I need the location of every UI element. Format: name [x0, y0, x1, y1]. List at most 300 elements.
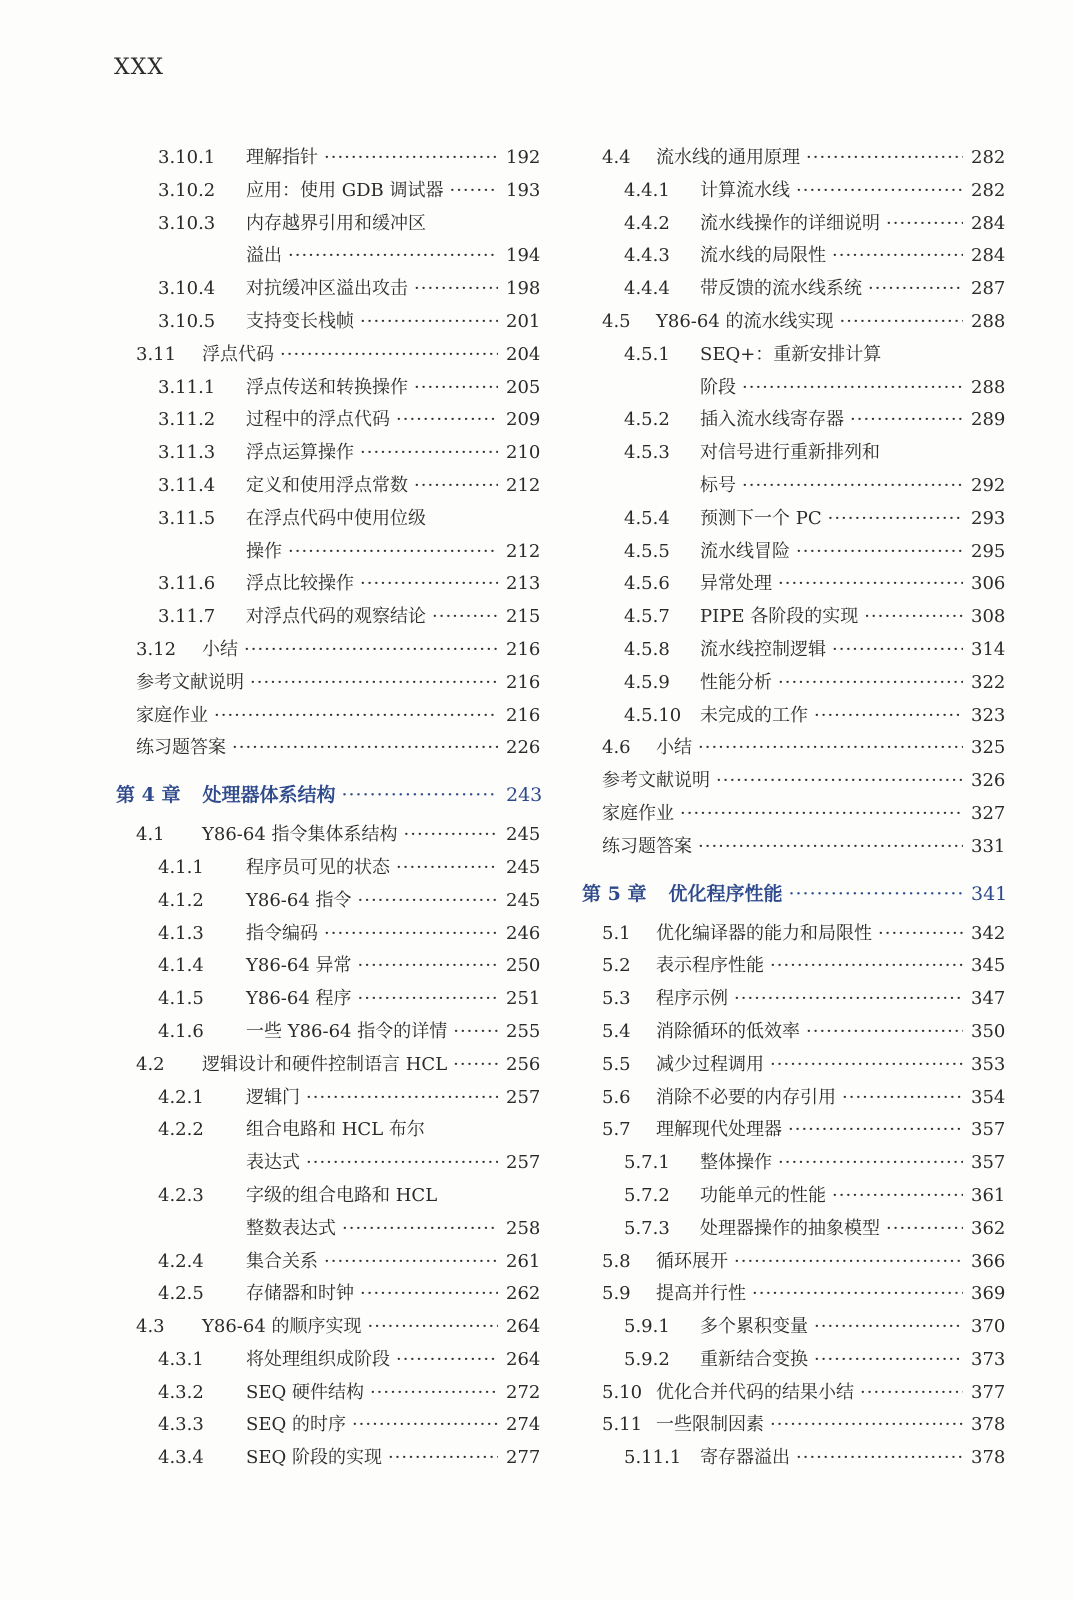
toc-entry-number: 4.4.2: [624, 212, 670, 234]
toc-entry[interactable]: [112, 1442, 540, 1475]
toc-entry[interactable]: [578, 601, 1005, 634]
toc-entry-page: 353: [971, 1053, 1006, 1075]
toc-entry-title: 家庭作业: [136, 704, 208, 726]
toc-entry[interactable]: [578, 1213, 1005, 1246]
toc-entry-page: 262: [506, 1283, 541, 1305]
toc-entry-title: 浮点比较操作: [246, 573, 354, 595]
toc-entry-title: 在浮点代码中使用位级: [246, 507, 426, 529]
toc-entry[interactable]: [578, 339, 1005, 372]
leader-dots: [742, 372, 963, 405]
toc-entry-title: 浮点传送和转换操作: [246, 376, 408, 398]
leader-dots: [358, 950, 499, 983]
toc-entry-number: 5.11.1: [624, 1447, 682, 1469]
toc-entry[interactable]: [578, 950, 1005, 983]
toc-entry-title: Y86-64 程序: [246, 988, 352, 1010]
toc-entry[interactable]: [578, 667, 1005, 700]
toc-entry-number: 4.3.2: [158, 1381, 204, 1403]
toc-entry[interactable]: [112, 852, 540, 885]
toc-entry-number: 3.12: [136, 638, 177, 660]
leader-dots: [832, 634, 963, 667]
toc-entry-title: 定义和使用浮点常数: [246, 474, 408, 496]
leader-dots: [453, 1049, 498, 1082]
toc-entry[interactable]: [112, 601, 540, 634]
toc-entry-title: SEQ 硬件结构: [246, 1381, 364, 1403]
toc-entry-number: 4.3.1: [158, 1348, 204, 1370]
toc-entry[interactable]: [578, 404, 1005, 437]
toc-entry[interactable]: [578, 437, 1005, 470]
toc-entry-page: 357: [971, 1119, 1006, 1141]
toc-entry-page: 350: [971, 1020, 1006, 1042]
toc-chapter-entry[interactable]: [112, 777, 543, 813]
toc-entry-number: 4.5.9: [624, 671, 670, 693]
toc-entry[interactable]: [578, 240, 1005, 273]
toc-entry-number: 4.1.2: [158, 889, 204, 911]
leader-dots: [352, 1409, 498, 1442]
toc-entry-number: 4.2.1: [158, 1086, 204, 1108]
toc-entry-number: 5.2: [602, 955, 631, 977]
toc-entry[interactable]: [112, 273, 540, 306]
toc-entry[interactable]: [578, 1344, 1005, 1377]
leader-dots: [360, 437, 498, 470]
leader-dots: [396, 1344, 498, 1377]
leader-dots: [868, 273, 963, 306]
toc-entry[interactable]: [578, 142, 1005, 175]
toc-entry[interactable]: [578, 503, 1005, 536]
toc-entry-title: 整体操作: [700, 1152, 772, 1174]
toc-entry[interactable]: [578, 175, 1005, 208]
toc-entry-page: 216: [506, 638, 541, 660]
leader-dots: [324, 918, 498, 951]
toc-entry-number: 3.11.7: [158, 606, 216, 628]
leader-dots: [368, 1311, 499, 1344]
toc-entry-title: 过程中的浮点代码: [246, 409, 390, 431]
toc-entry-number: 4.1.4: [158, 955, 204, 977]
leader-dots: [778, 667, 963, 700]
toc-entry[interactable]: [112, 1049, 540, 1082]
toc-entry-page: 277: [506, 1447, 541, 1469]
toc-entry[interactable]: [578, 1278, 1005, 1311]
toc-entry[interactable]: [112, 1213, 540, 1246]
toc-entry-page: 201: [506, 310, 541, 332]
toc-entry-page: 216: [506, 671, 541, 693]
toc-entry[interactable]: [112, 819, 540, 852]
toc-entry-page: 245: [506, 856, 541, 878]
leader-dots: [770, 1409, 963, 1442]
toc-entry-title: 预测下一个 PC: [700, 507, 822, 529]
toc-entry-title: 内存越界引用和缓冲区: [246, 212, 426, 234]
toc-entry-page: 274: [506, 1414, 541, 1436]
toc-entry-number: 4.2: [136, 1053, 165, 1075]
toc-entry-page: 354: [971, 1086, 1006, 1108]
toc-entry[interactable]: [112, 983, 540, 1016]
toc-entry[interactable]: [112, 1246, 540, 1279]
toc-chapter-entry[interactable]: [578, 876, 1008, 912]
leader-dots: [414, 372, 498, 405]
toc-entry[interactable]: [578, 1016, 1005, 1049]
toc-entry[interactable]: [578, 1377, 1005, 1410]
toc-entry[interactable]: [578, 1180, 1005, 1213]
toc-entry-title: PIPE 各阶段的实现: [700, 606, 859, 628]
toc-entry-page: 258: [506, 1217, 541, 1239]
toc-entry-page: 293: [971, 507, 1006, 529]
toc-entry-title: 消除不必要的内存引用: [656, 1086, 836, 1108]
leader-dots: [288, 536, 498, 569]
toc-entry-number: 3.11.5: [158, 507, 216, 529]
toc-entry-number: 4.2.3: [158, 1184, 204, 1206]
toc-entry[interactable]: [112, 568, 540, 601]
toc-entry[interactable]: [112, 372, 540, 405]
toc-entry-page: 341: [971, 882, 1008, 905]
toc-entry[interactable]: [578, 1246, 1005, 1279]
toc-entry-page: 361: [971, 1184, 1006, 1206]
toc-entry-number: 4.4: [602, 147, 631, 168]
toc-entry-title: 对信号进行重新排列和: [700, 442, 880, 464]
toc-entry-number: 3.10.1: [158, 147, 216, 168]
toc-entry-number: 5.5: [602, 1053, 631, 1075]
toc-entry-number: 3.10.5: [158, 310, 216, 332]
leader-dots: [360, 568, 498, 601]
toc-entry[interactable]: [112, 1180, 540, 1213]
toc-entry-number: 4.2.5: [158, 1283, 204, 1305]
toc-entry-title: 流水线的局限性: [700, 245, 826, 267]
toc-entry-number: 5.7: [602, 1119, 631, 1141]
toc-entry-title: 消除循环的低效率: [656, 1020, 800, 1042]
leader-dots: [698, 831, 963, 864]
leader-dots: [414, 273, 498, 306]
toc-entry-title: Y86-64 指令集体系结构: [202, 824, 398, 846]
toc-entry-page: 264: [506, 1348, 541, 1370]
leader-dots: [232, 732, 498, 765]
toc-entry-page: 331: [971, 835, 1006, 857]
toc-entry[interactable]: [578, 372, 1005, 405]
toc-entry-title: 浮点运算操作: [246, 442, 354, 464]
toc-entry[interactable]: [112, 503, 540, 536]
toc-entry-page: 209: [506, 409, 541, 431]
toc-entry-number: 5.3: [602, 988, 631, 1010]
toc-entry[interactable]: [112, 634, 540, 667]
toc-entry-number: 4.2.2: [158, 1119, 204, 1141]
toc-entry-number: 4.4.1: [624, 179, 670, 201]
toc-entry-page: 215: [506, 606, 541, 628]
leader-dots: [752, 1278, 963, 1311]
toc-entry[interactable]: [112, 306, 540, 339]
leader-dots: [414, 470, 498, 503]
toc-entry-page: 322: [971, 671, 1006, 693]
leader-dots: [828, 503, 963, 536]
leader-dots: [370, 1377, 498, 1410]
leader-dots: [788, 1114, 963, 1147]
toc-entry-title: 带反馈的流水线系统: [700, 278, 862, 300]
leader-dots: [396, 852, 498, 885]
leader-dots: [796, 1442, 963, 1475]
toc-entry-title: 练习题答案: [136, 737, 226, 759]
toc-entry-number: 3.11.1: [158, 376, 216, 398]
toc-entry-number: 5.8: [602, 1250, 631, 1272]
toc-entry-number: 第 4 章: [116, 784, 181, 807]
toc-entry-page: 264: [506, 1316, 541, 1338]
toc-entry[interactable]: [578, 765, 1005, 798]
toc-entry-number: 4.2.4: [158, 1250, 204, 1272]
toc-entry-title: 流水线冒险: [700, 540, 790, 562]
toc-entry-number: 5.7.3: [624, 1217, 670, 1239]
toc-entry-page: 345: [971, 955, 1006, 977]
toc-entry-number: 5.4: [602, 1020, 631, 1042]
toc-entry[interactable]: [578, 1409, 1005, 1442]
toc-entry-page: 250: [506, 955, 541, 977]
toc-entry-title: SEQ+：重新安排计算: [700, 343, 882, 365]
leader-dots: [680, 798, 963, 831]
toc-entry-page: 212: [506, 474, 541, 496]
toc-entry-page: 245: [506, 889, 541, 911]
toc-entry[interactable]: [112, 470, 540, 503]
toc-entry[interactable]: [112, 885, 540, 918]
toc-entry[interactable]: [112, 1311, 540, 1344]
toc-entry-title: 对抗缓冲区溢出攻击: [246, 278, 408, 300]
toc-entry-number: 3.11.3: [158, 442, 216, 464]
toc-entry[interactable]: [112, 404, 540, 437]
toc-entry-number: 4.5.4: [624, 507, 670, 529]
toc-entry[interactable]: [112, 437, 540, 470]
toc-entry-page: 243: [506, 784, 543, 807]
leader-dots: [449, 175, 498, 208]
toc-entry-title: 应用：使用 GDB 调试器: [246, 179, 444, 201]
toc-entry[interactable]: [112, 1016, 540, 1049]
leader-dots: [886, 1213, 963, 1246]
toc-entry[interactable]: [112, 732, 540, 765]
toc-entry-page: 378: [971, 1447, 1006, 1469]
toc-entry-title: 整数表达式: [246, 1217, 336, 1239]
toc-entry-title: 减少过程调用: [656, 1053, 764, 1075]
toc-entry[interactable]: [578, 831, 1005, 864]
toc-entry-page: 362: [971, 1217, 1006, 1239]
toc-entry-page: 256: [506, 1053, 541, 1075]
leader-dots: [716, 765, 963, 798]
toc-entry-title: 异常处理: [700, 573, 772, 595]
toc-entry[interactable]: [112, 950, 540, 983]
toc-entry-number: 4.3: [136, 1316, 165, 1338]
toc-entry-title: 集合关系: [246, 1250, 318, 1272]
toc-entry-title: Y86-64 指令: [246, 889, 352, 911]
toc-entry[interactable]: [578, 983, 1005, 1016]
toc-entry[interactable]: [112, 142, 540, 175]
leader-dots: [360, 1278, 498, 1311]
toc-entry[interactable]: [112, 1344, 540, 1377]
leader-dots: [788, 876, 963, 912]
page-number: XXX: [114, 55, 164, 80]
leader-dots: [280, 339, 498, 372]
toc-entry-title: 逻辑门: [246, 1086, 300, 1108]
leader-dots: [358, 983, 499, 1016]
toc-entry[interactable]: [578, 536, 1005, 569]
toc-entry-title: Y86-64 异常: [246, 955, 352, 977]
toc-entry-number: 4.4.4: [624, 278, 670, 300]
toc-entry-page: 204: [506, 343, 541, 365]
toc-entry[interactable]: [112, 700, 540, 733]
toc-entry-title: 小结: [656, 737, 692, 759]
toc-entry[interactable]: [578, 634, 1005, 667]
toc-entry[interactable]: [112, 240, 540, 273]
toc-entry-number: 4.6: [602, 737, 631, 759]
leader-dots: [778, 1147, 963, 1180]
toc-entry[interactable]: [578, 273, 1005, 306]
leader-dots: [453, 1016, 498, 1049]
toc-entry-title: 程序员可见的状态: [246, 856, 390, 878]
toc-entry-title: 逻辑设计和硬件控制语言 HCL: [202, 1053, 448, 1075]
toc-entry-page: 255: [506, 1020, 541, 1042]
toc-entry-number: 4.1.6: [158, 1020, 204, 1042]
toc-entry-title: 溢出: [246, 245, 282, 267]
toc-entry-page: 292: [971, 474, 1006, 496]
toc-entry-page: 213: [506, 573, 541, 595]
leader-dots: [842, 1082, 963, 1115]
toc-entry[interactable]: [112, 1409, 540, 1442]
toc-entry-number: 5.7.1: [624, 1152, 670, 1174]
toc-entry[interactable]: [578, 732, 1005, 765]
toc-entry-number: 3.11.2: [158, 409, 216, 431]
toc-entry-page: 342: [971, 922, 1006, 944]
toc-entry-page: 378: [971, 1414, 1006, 1436]
toc-entry-number: 4.5.3: [624, 442, 670, 464]
leader-dots: [306, 1082, 498, 1115]
toc-entry-title: 处理器体系结构: [202, 784, 336, 807]
toc-entry[interactable]: [578, 568, 1005, 601]
leader-dots: [324, 1246, 498, 1279]
toc-entry-page: 194: [506, 245, 541, 267]
toc-entry-page: 212: [506, 540, 541, 562]
leader-dots: [342, 1213, 498, 1246]
toc-entry[interactable]: [578, 700, 1005, 733]
toc-entry-title: 表达式: [246, 1152, 300, 1174]
leader-dots: [796, 175, 963, 208]
toc-entry[interactable]: [112, 536, 540, 569]
toc-entry-number: 3.11.4: [158, 474, 216, 496]
toc-entry-title: 参考文献说明: [602, 770, 710, 792]
toc-entry[interactable]: [578, 470, 1005, 503]
toc-entry[interactable]: [112, 1082, 540, 1115]
toc-entry[interactable]: [578, 306, 1005, 339]
toc-entry[interactable]: [112, 1114, 540, 1147]
toc-entry-title: 流水线控制逻辑: [700, 638, 826, 660]
toc-entry[interactable]: [578, 208, 1005, 241]
toc-entry[interactable]: [112, 918, 540, 951]
toc-entry-number: 3.11.6: [158, 573, 216, 595]
toc-entry-page: 284: [971, 245, 1006, 267]
leader-dots: [806, 142, 963, 175]
leader-dots: [814, 700, 963, 733]
leader-dots: [778, 568, 963, 601]
toc-entry-page: 357: [971, 1152, 1006, 1174]
toc-entry-number: 5.9.1: [624, 1316, 670, 1338]
toc-entry-number: 4.5.8: [624, 638, 670, 660]
toc-entry-title: 插入流水线寄存器: [700, 409, 844, 431]
leader-dots: [288, 240, 498, 273]
toc-entry-title: 字级的组合电路和 HCL: [246, 1184, 438, 1206]
toc-entry-page: 326: [971, 770, 1006, 792]
leader-dots: [250, 667, 498, 700]
toc-entry[interactable]: [578, 1114, 1005, 1147]
toc-entry-page: 377: [971, 1381, 1006, 1403]
toc-entry-title: 操作: [246, 540, 282, 562]
toc-entry[interactable]: [578, 1442, 1005, 1475]
toc-entry-page: 246: [506, 922, 541, 944]
toc-entry-number: 4.1.1: [158, 856, 204, 878]
leader-dots: [742, 470, 963, 503]
leader-dots: [770, 1049, 963, 1082]
toc-entry-title: 优化程序性能: [668, 882, 783, 905]
toc-entry[interactable]: [112, 667, 540, 700]
toc-entry[interactable]: [112, 208, 540, 241]
leader-dots: [878, 918, 963, 951]
toc-entry[interactable]: [112, 1278, 540, 1311]
toc-entry[interactable]: [578, 1311, 1005, 1344]
toc-entry-page: 314: [971, 638, 1006, 660]
leader-dots: [214, 700, 498, 733]
leader-dots: [840, 306, 964, 339]
toc-entry-number: 4.1.3: [158, 922, 204, 944]
toc-entry-title: 理解指针: [246, 147, 318, 168]
toc-entry-title: 浮点代码: [202, 343, 274, 365]
toc-entry-title: 程序示例: [656, 988, 728, 1010]
toc-entry-page: 370: [971, 1316, 1006, 1338]
leader-dots: [734, 1246, 963, 1279]
toc-entry[interactable]: [578, 1147, 1005, 1180]
toc-entry[interactable]: [578, 798, 1005, 831]
toc-entry-title: SEQ 阶段的实现: [246, 1447, 382, 1469]
toc-entry[interactable]: [112, 1377, 540, 1410]
leader-dots: [814, 1344, 963, 1377]
toc-entry-page: 289: [971, 409, 1006, 431]
toc-entry-page: 198: [506, 278, 541, 300]
toc-entry-number: 第 5 章: [582, 882, 647, 905]
toc-entry-page: 210: [506, 442, 541, 464]
leader-dots: [806, 1016, 963, 1049]
leader-dots: [388, 1442, 498, 1475]
leader-dots: [770, 950, 963, 983]
toc-entry[interactable]: [112, 339, 540, 372]
toc-entry-page: 288: [971, 310, 1006, 332]
toc-entry-number: 5.1: [602, 922, 631, 944]
toc-entry-number: 4.5.7: [624, 606, 670, 628]
leader-dots: [360, 306, 498, 339]
toc-entry[interactable]: [578, 1082, 1005, 1115]
toc-entry-page: 287: [971, 278, 1006, 300]
toc-entry-number: 5.9: [602, 1283, 631, 1305]
toc-entry-page: 261: [506, 1250, 541, 1272]
toc-entry[interactable]: [578, 1049, 1005, 1082]
toc-entry[interactable]: [112, 1147, 540, 1180]
toc-entry-title: 循环展开: [656, 1250, 728, 1272]
leader-dots: [396, 404, 498, 437]
toc-entry-title: 寄存器溢出: [700, 1447, 790, 1469]
toc-entry[interactable]: [578, 918, 1005, 951]
toc-entry-title: 计算流水线: [700, 179, 790, 201]
toc-entry-number: 4.5.2: [624, 409, 670, 431]
toc-entry-number: 4.1: [136, 824, 165, 846]
toc-entry-title: Y86-64 的顺序实现: [202, 1316, 362, 1338]
toc-entry-page: 323: [971, 704, 1006, 726]
toc-entry[interactable]: [112, 175, 540, 208]
leader-dots: [432, 601, 498, 634]
toc-entry-page: 366: [971, 1250, 1006, 1272]
toc-entry-title: 一些限制因素: [656, 1414, 764, 1436]
toc-entry-title: 标号: [700, 474, 736, 496]
toc-entry-title: 一些 Y86-64 指令的详情: [246, 1020, 448, 1042]
toc-entry-number: 4.5.1: [624, 343, 670, 365]
toc-entry-page: 257: [506, 1086, 541, 1108]
toc-entry-number: 4.1.5: [158, 988, 204, 1010]
toc-entry-page: 288: [971, 376, 1006, 398]
leader-dots: [698, 732, 963, 765]
